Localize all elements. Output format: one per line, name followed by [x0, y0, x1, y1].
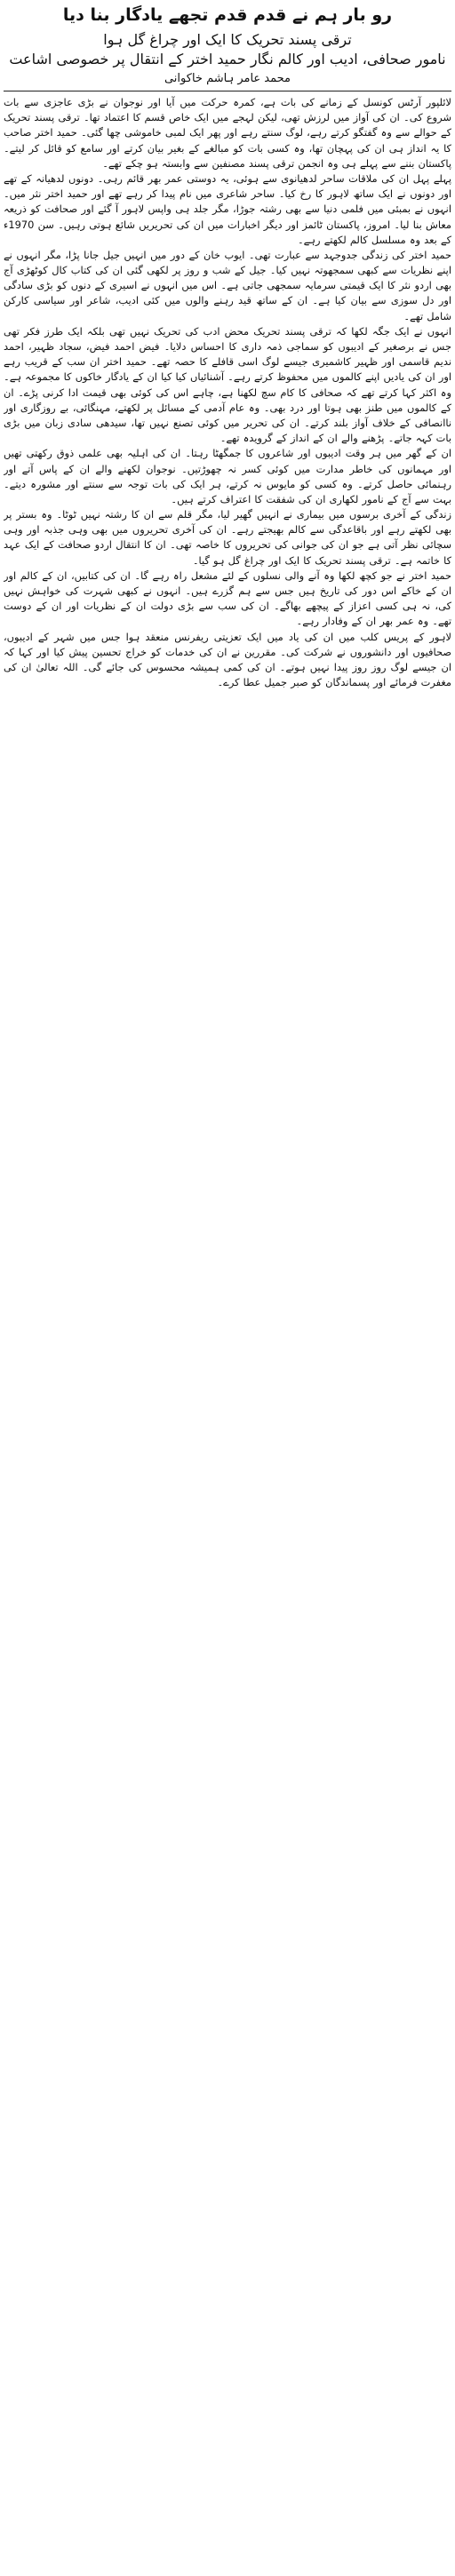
paragraph: لاہور کے پریس کلب میں ان کی یاد میں ایک تعزیتی ریفرنس منعقد ہوا جس میں شہر کے ادیبوں، صحافیوں اور دانشوروں نے شرکت کی۔ مقررین نے ان کی خدمات کو خراج تحسین پیش کیا اور کہا کہ ان جیسے لوگ روز روز پیدا نہیں ہوتے۔ ان کی کمی ہمیشہ محسوس کی جائے گی۔ اللہ تعالیٰ ان کی مغفرت فرمائے اور پسماندگان کو صبر جمیل عطا کرے۔: [4, 630, 451, 689]
paragraph: زندگی کے آخری برسوں میں بیماری نے انہیں گھیر لیا، مگر قلم سے ان کا رشتہ نہیں ٹوٹا۔ وہ بستر پر بھی لکھتے رہے اور باقاعدگی سے کالم بھیجتے رہے۔ ان کی آخری تحریروں میں بھی وہی جذبہ اور وہی سچائی نظر آتی ہے جو ان کی جوانی کی تحریروں کا خاصہ تھی۔ ان کا انتقال اردو صحافت کے ایک عہد کا خاتمہ ہے۔ ترقی پسند تحریک کا ایک اور چراغ گل ہو گیا۔: [4, 508, 451, 567]
article-body: [4, 95, 451, 2556]
paragraph: انہوں نے ایک جگہ لکھا کہ ترقی پسند تحریک محض ادب کی تحریک نہیں تھی بلکہ ایک طرز فکر تھی جس نے برصغیر کے ادیبوں کو سماجی ذمہ داری کا احساس دلایا۔ فیض احمد فیض، سجاد ظہیر، احمد ندیم قاسمی اور ظہیر کاشمیری جیسے لوگ اسی قافلے کا حصہ تھے۔ حمید اختر ان سب کے قریب رہے اور ان کی یادیں اپنے کالموں میں محفوظ کرتے رہے۔ آشنائیاں کیا کیا ان کے یادگار خاکوں کا مجموعہ ہے۔: [4, 324, 451, 384]
paragraph: حمید اختر کی زندگی جدوجہد سے عبارت تھی۔ ایوب خان کے دور میں انہیں جیل جانا پڑا، مگر انہوں نے اپنے نظریات سے کبھی سمجھوتہ نہیں کیا۔ جیل کے شب و روز پر لکھی گئی ان کی کتاب کال کوٹھڑی آج بھی اردو نثر کا ایک قیمتی سرمایہ سمجھی جاتی ہے۔ اس میں انہوں نے اسیری کے دنوں کو بڑی سادگی اور دل سوزی سے بیان کیا ہے۔ ان کے ساتھ قید رہنے والوں میں کئی ادیب، شاعر اور سیاسی کارکن شامل تھے۔: [4, 248, 451, 322]
headline: رو بار ہم نے قدم قدم تجھے یادگار بنا دیا: [62, 5, 393, 25]
byline: محمد عامر ہاشم خاکوانی: [164, 72, 291, 85]
paragraph: پہلے پہل ان کی ملاقات ساحر لدھیانوی سے ہوئی، یہ دوستی عمر بھر قائم رہی۔ دونوں لدھیانہ کے تھے اور دونوں نے ایک ساتھ لاہور کا رخ کیا۔ ساحر شاعری میں نام پیدا کر رہے تھے اور حمید اختر نثر میں۔ انہوں نے بمبئی میں فلمی دنیا سے بھی رشتہ جوڑا، مگر جلد ہی واپس لاہور آ گئے اور صحافت کو ذریعہ معاش بنا لیا۔ امروز، پاکستان ٹائمز اور دیگر اخبارات میں ان کی تحریریں شائع ہوتی رہیں۔ سن 1970ء کے بعد وہ مسلسل کالم لکھتے رہے۔: [4, 171, 451, 246]
paragraph: ان کے گھر میں ہر وقت ادیبوں اور شاعروں کا جمگھٹا رہتا۔ ان کی اہلیہ بھی علمی ذوق رکھتی تھیں اور مہمانوں کی خاطر مدارت میں کوئی کسر نہ چھوڑتیں۔ نوجوان لکھنے والے ان کے پاس آتے اور رہنمائی حاصل کرتے۔ وہ کسی کو مایوس نہ کرتے، ہر ایک کی بات توجہ سے سنتے اور مشورہ دیتے۔ بہت سے آج کے نامور لکھاری ان کی شفقت کا اعتراف کرتے ہیں۔: [4, 447, 451, 505]
subheadline-2: نامور صحافی، ادیب اور کالم نگار حمید اختر کے انتقال پر خصوصی اشاعت: [9, 51, 446, 68]
paragraph: وہ اکثر کہا کرتے تھے کہ صحافی کا کام سچ لکھنا ہے، چاہے اس کی کوئی بھی قیمت ادا کرنی پڑے۔ ان کے کالموں میں طنز بھی ہوتا اور درد بھی۔ وہ عام آدمی کے مسائل پر لکھتے، مہنگائی، بے روزگاری اور ناانصافی کے خلاف آواز بلند کرتے۔ ان کی تحریر میں کوئی تصنع نہیں تھا، سیدھی سادی زبان میں بڑی بات کہہ جاتے۔ پڑھنے والے ان کے انداز کے گرویدہ تھے۔: [4, 386, 451, 445]
subheadline-1: ترقی پسند تحریک کا ایک اور چراغ گل ہوا: [103, 31, 352, 48]
paragraph: لائلپور آرٹس کونسل کے زمانے کی بات ہے، کمرہ حرکت میں آیا اور نوجوان نے بڑی عاجزی سے بات شروع کی۔ ان کی آواز میں لرزش تھی، لیکن لہجے میں ایک خاص قسم کا اعتماد تھا۔ ترقی پسند تحریک کے حوالے سے وہ گفتگو کرتے رہے، لوگ سنتے رہے اور پھر ایک لمبی خاموشی چھا گئی۔ حمید اختر صاحب کا یہ انداز ہی ان کی پہچان تھا، وہ کسی بات کو مبالغے کے بغیر بیان کرتے اور سامع کو قائل کر لیتے۔ پاکستان بننے سے پہلے ہی وہ انجمن ترقی پسند مصنفین سے وابستہ ہو چکے تھے۔: [4, 96, 451, 170]
paragraph: حمید اختر نے جو کچھ لکھا وہ آنے والی نسلوں کے لئے مشعل راہ رہے گا۔ ان کی کتابیں، ان کے کالم اور ان کے خاکے اس دور کی تاریخ ہیں جس سے ہم گزرے ہیں۔ انہوں نے کبھی شہرت کی خواہش نہیں کی، نہ ہی کسی اعزاز کے پیچھے بھاگے۔ ان کی سب سے بڑی دولت ان کے نظریات اور ان کے دوست تھے۔ وہ عمر بھر ان کے وفادار رہے۔: [4, 568, 451, 628]
